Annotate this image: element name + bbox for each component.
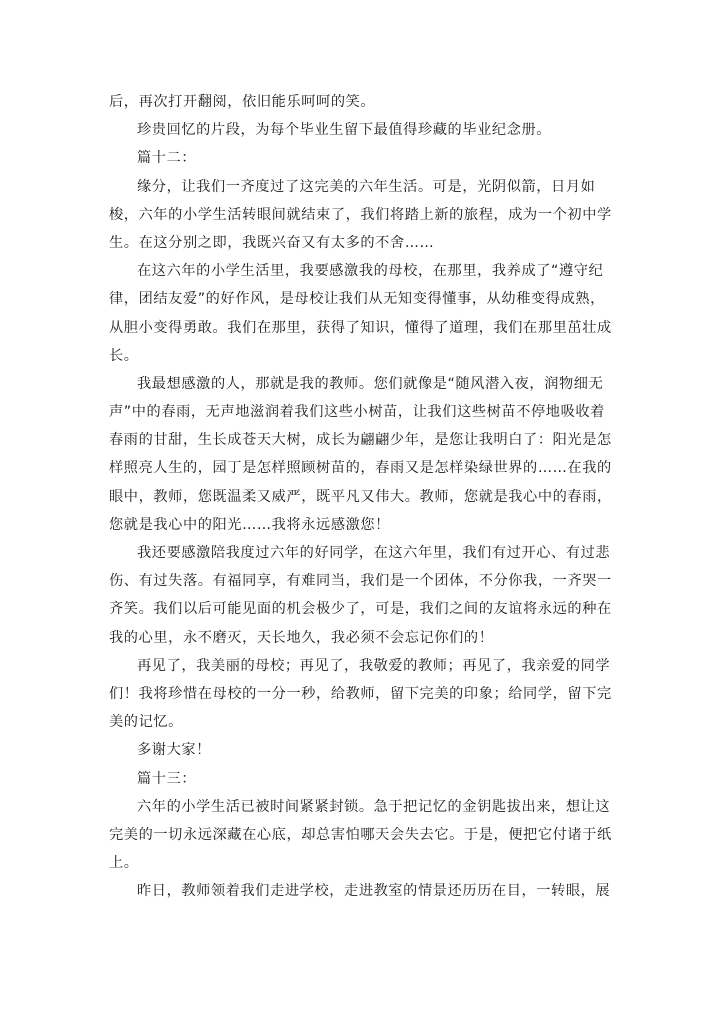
section-heading-13: 篇十三： — [137, 770, 197, 787]
text-line-17: 我还要感激陪我度过六年的好同学，在这六年里，我们有过开心、有过悲 — [137, 545, 611, 561]
text-line-11: 我最想感激的人，那就是我的教师。您们就像是“随风潜入夜，润物细无 — [137, 375, 604, 392]
text-line-10: 长。 — [109, 347, 139, 364]
text-line-21: 再见了，我美丽的母校；再见了，我敬爱的教师；再见了，我亲爱的同学 — [137, 657, 611, 674]
text-line-14: 样照亮人生的，园丁是怎样照顾树苗的，春雨又是怎样染绿世界的……在我的 — [109, 460, 612, 477]
text-line-5: 梭，六年的小学生活转眼间就结束了，我们将踏上新的旅程，成为一个初中学 — [109, 206, 612, 223]
text-line-18: 伤、有过失落。有福同享，有难同当，我们是一个团体，不分你我，一齐哭一 — [109, 573, 612, 590]
text-line-15: 眼中，教师，您既温柔又威严，既平凡又伟大。教师，您就是我心中的春雨， — [109, 488, 612, 505]
text-line-16: 您就是我心中的阳光……我将永远感激您！ — [109, 516, 390, 533]
text-line-7: 在这六年的小学生活里，我要感激我的母校，在那里，我养成了“遵守纪 — [137, 263, 604, 280]
text-line-28: 上。 — [109, 855, 139, 872]
text-line-6: 生。在这分别之即，我既兴奋又有太多的不舍…… — [109, 234, 435, 251]
text-line-2: 珍贵回忆的片段，为每个毕业生留下最值得珍藏的毕业纪念册。 — [137, 122, 552, 139]
text-line-29: 昨日，教师领着我们走进学校，走进教室的情景还历历在目，一转眼，展 — [137, 883, 611, 900]
text-line-19: 齐笑。我们以后可能见面的机会极少了，可是，我们之间的友谊将永远的种在 — [109, 601, 612, 618]
text-line-1: 后，再次打开翻阅，依旧能乐呵呵的笑。 — [109, 94, 376, 110]
text-line-20: 我的心里，永不磨灭，天长地久，我必须不会忘记你们的！ — [109, 629, 494, 646]
text-line-22: 们！我将珍惜在母校的一分一秒，给教师，留下完美的印象；给同学，留下完 — [109, 685, 612, 702]
section-heading-12: 篇十二： — [137, 150, 197, 167]
text-line-8: 律，团结友爱”的好作风，是母校让我们从无知变得懂事，从幼稚变得成熟， — [109, 291, 605, 308]
text-line-13: 春雨的甘甜，生长成苍天大树，成长为翩翩少年，是您让我明白了：阳光是怎 — [109, 432, 612, 449]
text-line-23: 美的记忆。 — [109, 714, 183, 731]
text-line-27: 完美的一切永远深藏在心底，却总害怕哪天会失去它。于是，便把它付诸于纸 — [109, 826, 612, 843]
text-line-26: 六年的小学生活已被时间紧紧封锁。急于把记忆的金钥匙拔出来，想让这 — [137, 798, 611, 815]
document-body — [109, 88, 613, 905]
text-line-9: 从胆小变得勇敢。我们在那里，获得了知识，懂得了道理，我们在那里茁壮成 — [109, 319, 612, 336]
text-line-24: 多谢大家！ — [137, 742, 211, 759]
text-line-12: 声”中的春雨，无声地滋润着我们这些小树苗，让我们这些树苗不停地吸收着 — [109, 404, 605, 421]
text-line-4: 缘分，让我们一齐度过了这完美的六年生活。可是，光阴似箭，日月如 — [137, 178, 596, 195]
